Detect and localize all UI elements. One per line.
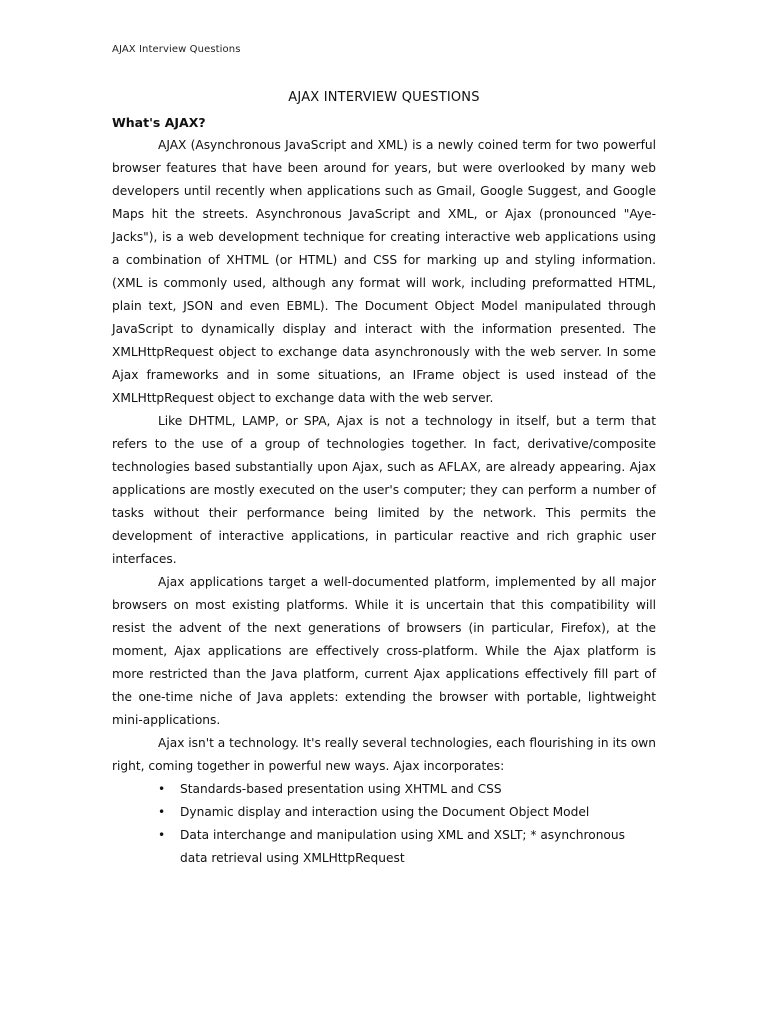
paragraph-incorporates: Ajax isn't a technology. It's really several technologies, each flourishing in its own right, coming together in powerful new ways. Ajax incorporates:	[112, 736, 656, 773]
list-item	[158, 778, 656, 801]
document-body	[112, 111, 656, 870]
paragraph-platform: Ajax applications target a well-documented platform, implemented by all major browsers on most existing platforms. While it is uncertain that this compatibility will resist the advent of the next generations of browsers (in particular, Firefox), at the moment, Ajax applications are effectively cross-platform. While the Ajax platform is more restricted than the Java platform, current Ajax applications effectively fill part of the one-time niche of Java applets: extending the browser with portable, lightweight mini-applications.	[112, 575, 656, 727]
bullet-icon: •	[158, 782, 166, 796]
bullet-list	[112, 778, 656, 870]
list-item-text: Dynamic display and interaction using the Document Object Model	[180, 805, 590, 819]
list-item-text: Standards-based presentation using XHTML and CSS	[180, 782, 502, 796]
list-item	[158, 801, 656, 824]
list-item-text: Data interchange and manipulation using XML and XSLT; * asynchronous data retrieval using XMLHttpRequest	[180, 828, 625, 865]
bullet-icon: •	[158, 828, 166, 842]
paragraph-what-is-ajax: AJAX (Asynchronous JavaScript and XML) is a newly coined term for two powerful browser features that have been around for years, but were overlooked by many web developers until recently when applications such as Gmail, Google Suggest, and Google Maps hit the streets. Asynchronous JavaScript and XML, or Ajax (pronounced "Aye-Jacks"), is a web development technique for creating interactive web applications using a combination of XHTML (or HTML) and CSS for marking up and styling information. (XML is commonly used, although any format will work, including preformatted HTML, plain text, JSON and even EBML). The Document Object Model manipulated through JavaScript to dynamically display and interact with the information presented. The XMLHttpRequest object to exchange data asynchronously with the web server. In some Ajax frameworks and in some situations, an IFrame object is used instead of the XMLHttpRequest object to exchange data with the web server.	[112, 138, 656, 405]
bullet-icon: •	[158, 805, 166, 819]
list-item	[158, 824, 656, 870]
running-header: AJAX Interview Questions	[112, 44, 241, 55]
paragraph-technologies: Like DHTML, LAMP, or SPA, Ajax is not a technology in itself, but a term that refers to the use of a group of technologies together. In fact, derivative/composite technologies based substantially upon Ajax, such as AFLAX, are already appearing. Ajax applications are mostly executed on the user's computer; they can perform a number of tasks without their performance being limited by the network. This permits the development of interactive applications, in particular reactive and rich graphic user interfaces.	[112, 414, 656, 566]
section-heading: What's AJAX?	[112, 115, 206, 130]
page-title: AJAX INTERVIEW QUESTIONS	[288, 90, 480, 105]
